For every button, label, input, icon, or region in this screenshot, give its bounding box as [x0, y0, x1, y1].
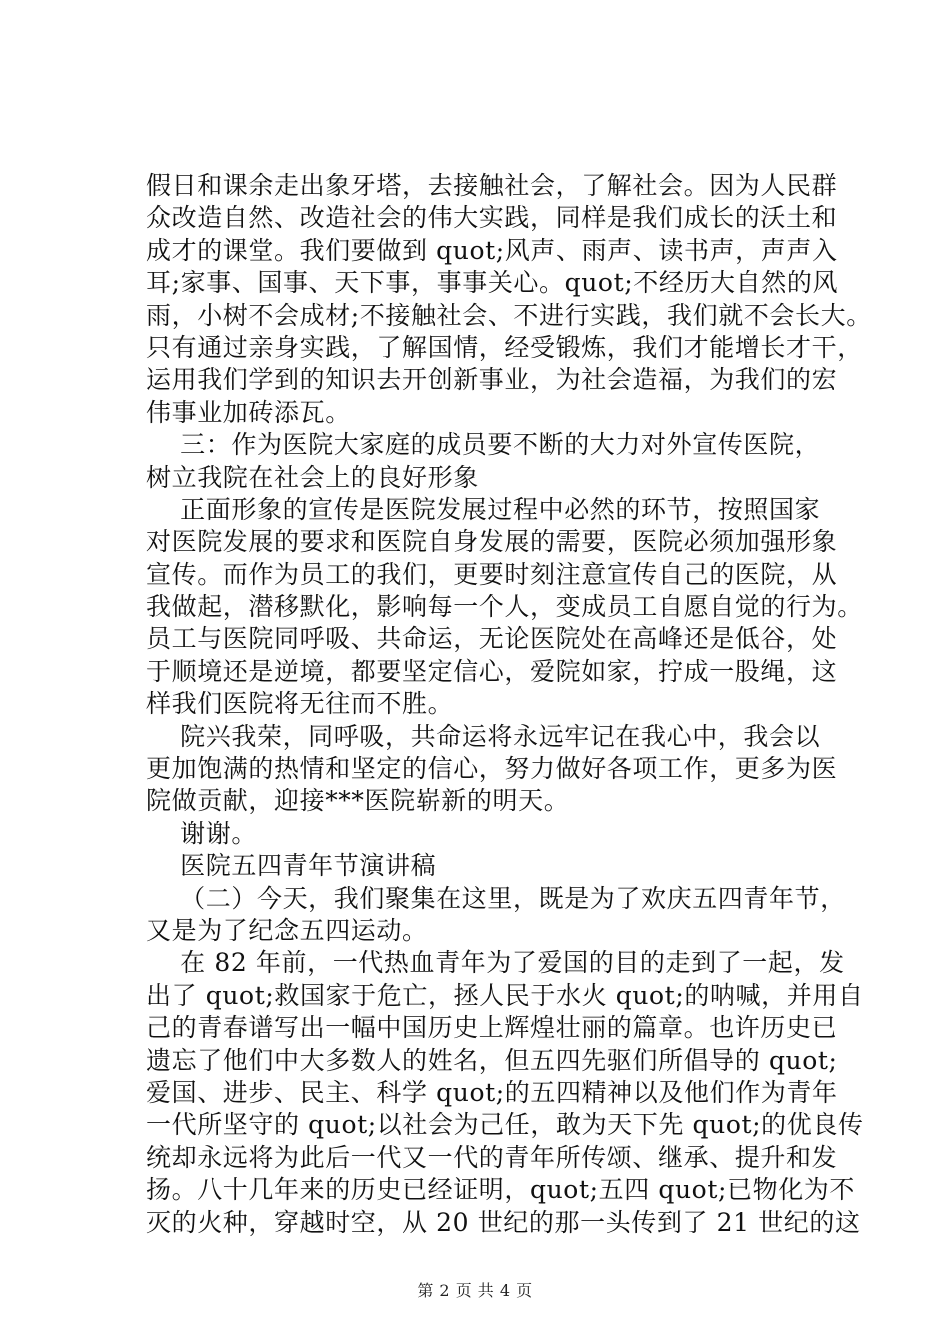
text-line: 于顺境还是逆境，都要坚定信心，爱院如家，拧成一股绳，这 [146, 656, 838, 686]
text-line: 样我们医院将无往而不胜。 [146, 689, 454, 719]
text-line: 三：作为医院大家庭的成员要不断的大力对外宣传医院， [146, 430, 821, 460]
text-line: 员工与医院同呼吸、共命运，无论医院处在高峰还是低谷，处 [146, 624, 838, 654]
text-line: 谢谢。 [146, 818, 257, 848]
text-line: 扬。八十几年来的历史已经证明，quot;五四 quot;已物化为不 [146, 1175, 855, 1205]
text-line: 遗忘了他们中大多数人的姓名，但五四先驱们所倡导的 quot; [146, 1045, 838, 1075]
text-line: 众改造自然、改造社会的伟大实践，同样是我们成长的沃土和 [146, 203, 838, 233]
text-line: 树立我院在社会上的良好形象 [146, 462, 479, 492]
text-line: 统却永远将为此后一代又一代的青年所传颂、继承、提升和发 [146, 1142, 838, 1172]
text-line: 正面形象的宣传是医院发展过程中必然的环节，按照国家 [146, 494, 821, 524]
text-line: 己的青春谱写出一幅中国历史上辉煌壮丽的篇章。也许历史已 [146, 1013, 838, 1043]
text-line: 更加饱满的热情和坚定的信心，努力做好各项工作，更多为医 [146, 754, 838, 784]
text-line: 我做起，潜移默化，影响每一个人，变成员工自愿自觉的行为。 [146, 592, 863, 622]
text-line: 成才的课堂。我们要做到 quot;风声、雨声、读书声，声声入 [146, 235, 838, 265]
text-line: 雨，小树不会成材;不接触社会、不进行实践，我们就不会长大。 [146, 300, 872, 330]
text-line: 院兴我荣，同呼吸，共命运将永远牢记在我心中，我会以 [146, 721, 821, 751]
text-line: 伟事业加砖添瓦。 [146, 397, 351, 427]
text-line: 灭的火种，穿越时空，从 20 世纪的那一头传到了 21 世纪的这 [146, 1207, 861, 1237]
text-line: 又是为了纪念五四运动。 [146, 915, 428, 945]
text-line: 爱国、进步、民主、科学 quot;的五四精神以及他们作为青年 [146, 1077, 838, 1107]
text-line: 假日和课余走出象牙塔，去接触社会，了解社会。因为人民群 [146, 171, 838, 200]
text-line: 运用我们学到的知识去开创新事业，为社会造福，为我们的宏 [146, 365, 838, 395]
text-line: 在 82 年前，一代热血青年为了爱国的目的走到了一起，发 [146, 948, 845, 978]
text-line: 院做贡献，迎接***医院崭新的明天。 [146, 786, 570, 816]
text-line: 医院五四青年节演讲稿 [146, 851, 437, 881]
page-number-footer: 第 2 页 共 4 页 [417, 1281, 533, 1300]
text-line: 出了 quot;救国家于危亡，拯人民于水火 quot;的呐喊，并用自 [146, 980, 864, 1010]
document-body [146, 170, 872, 1239]
text-line: 耳;家事、国事、天下事，事事关心。quot;不经历大自然的风 [146, 268, 839, 298]
text-line: 对医院发展的要求和医院自身发展的需要，医院必须加强形象 [146, 527, 838, 557]
text-line: 宣传。而作为员工的我们，更要时刻注意宣传自己的医院，从 [146, 559, 838, 589]
text-line: 一代所坚守的 quot;以社会为己任，敢为天下先 quot;的优良传 [146, 1110, 864, 1140]
text-line: 只有通过亲身实践，了解国情，经受锻炼，我们才能增长才干， [146, 332, 863, 362]
text-line: （二）今天，我们聚集在这里，既是为了欢庆五四青年节， [146, 883, 846, 913]
